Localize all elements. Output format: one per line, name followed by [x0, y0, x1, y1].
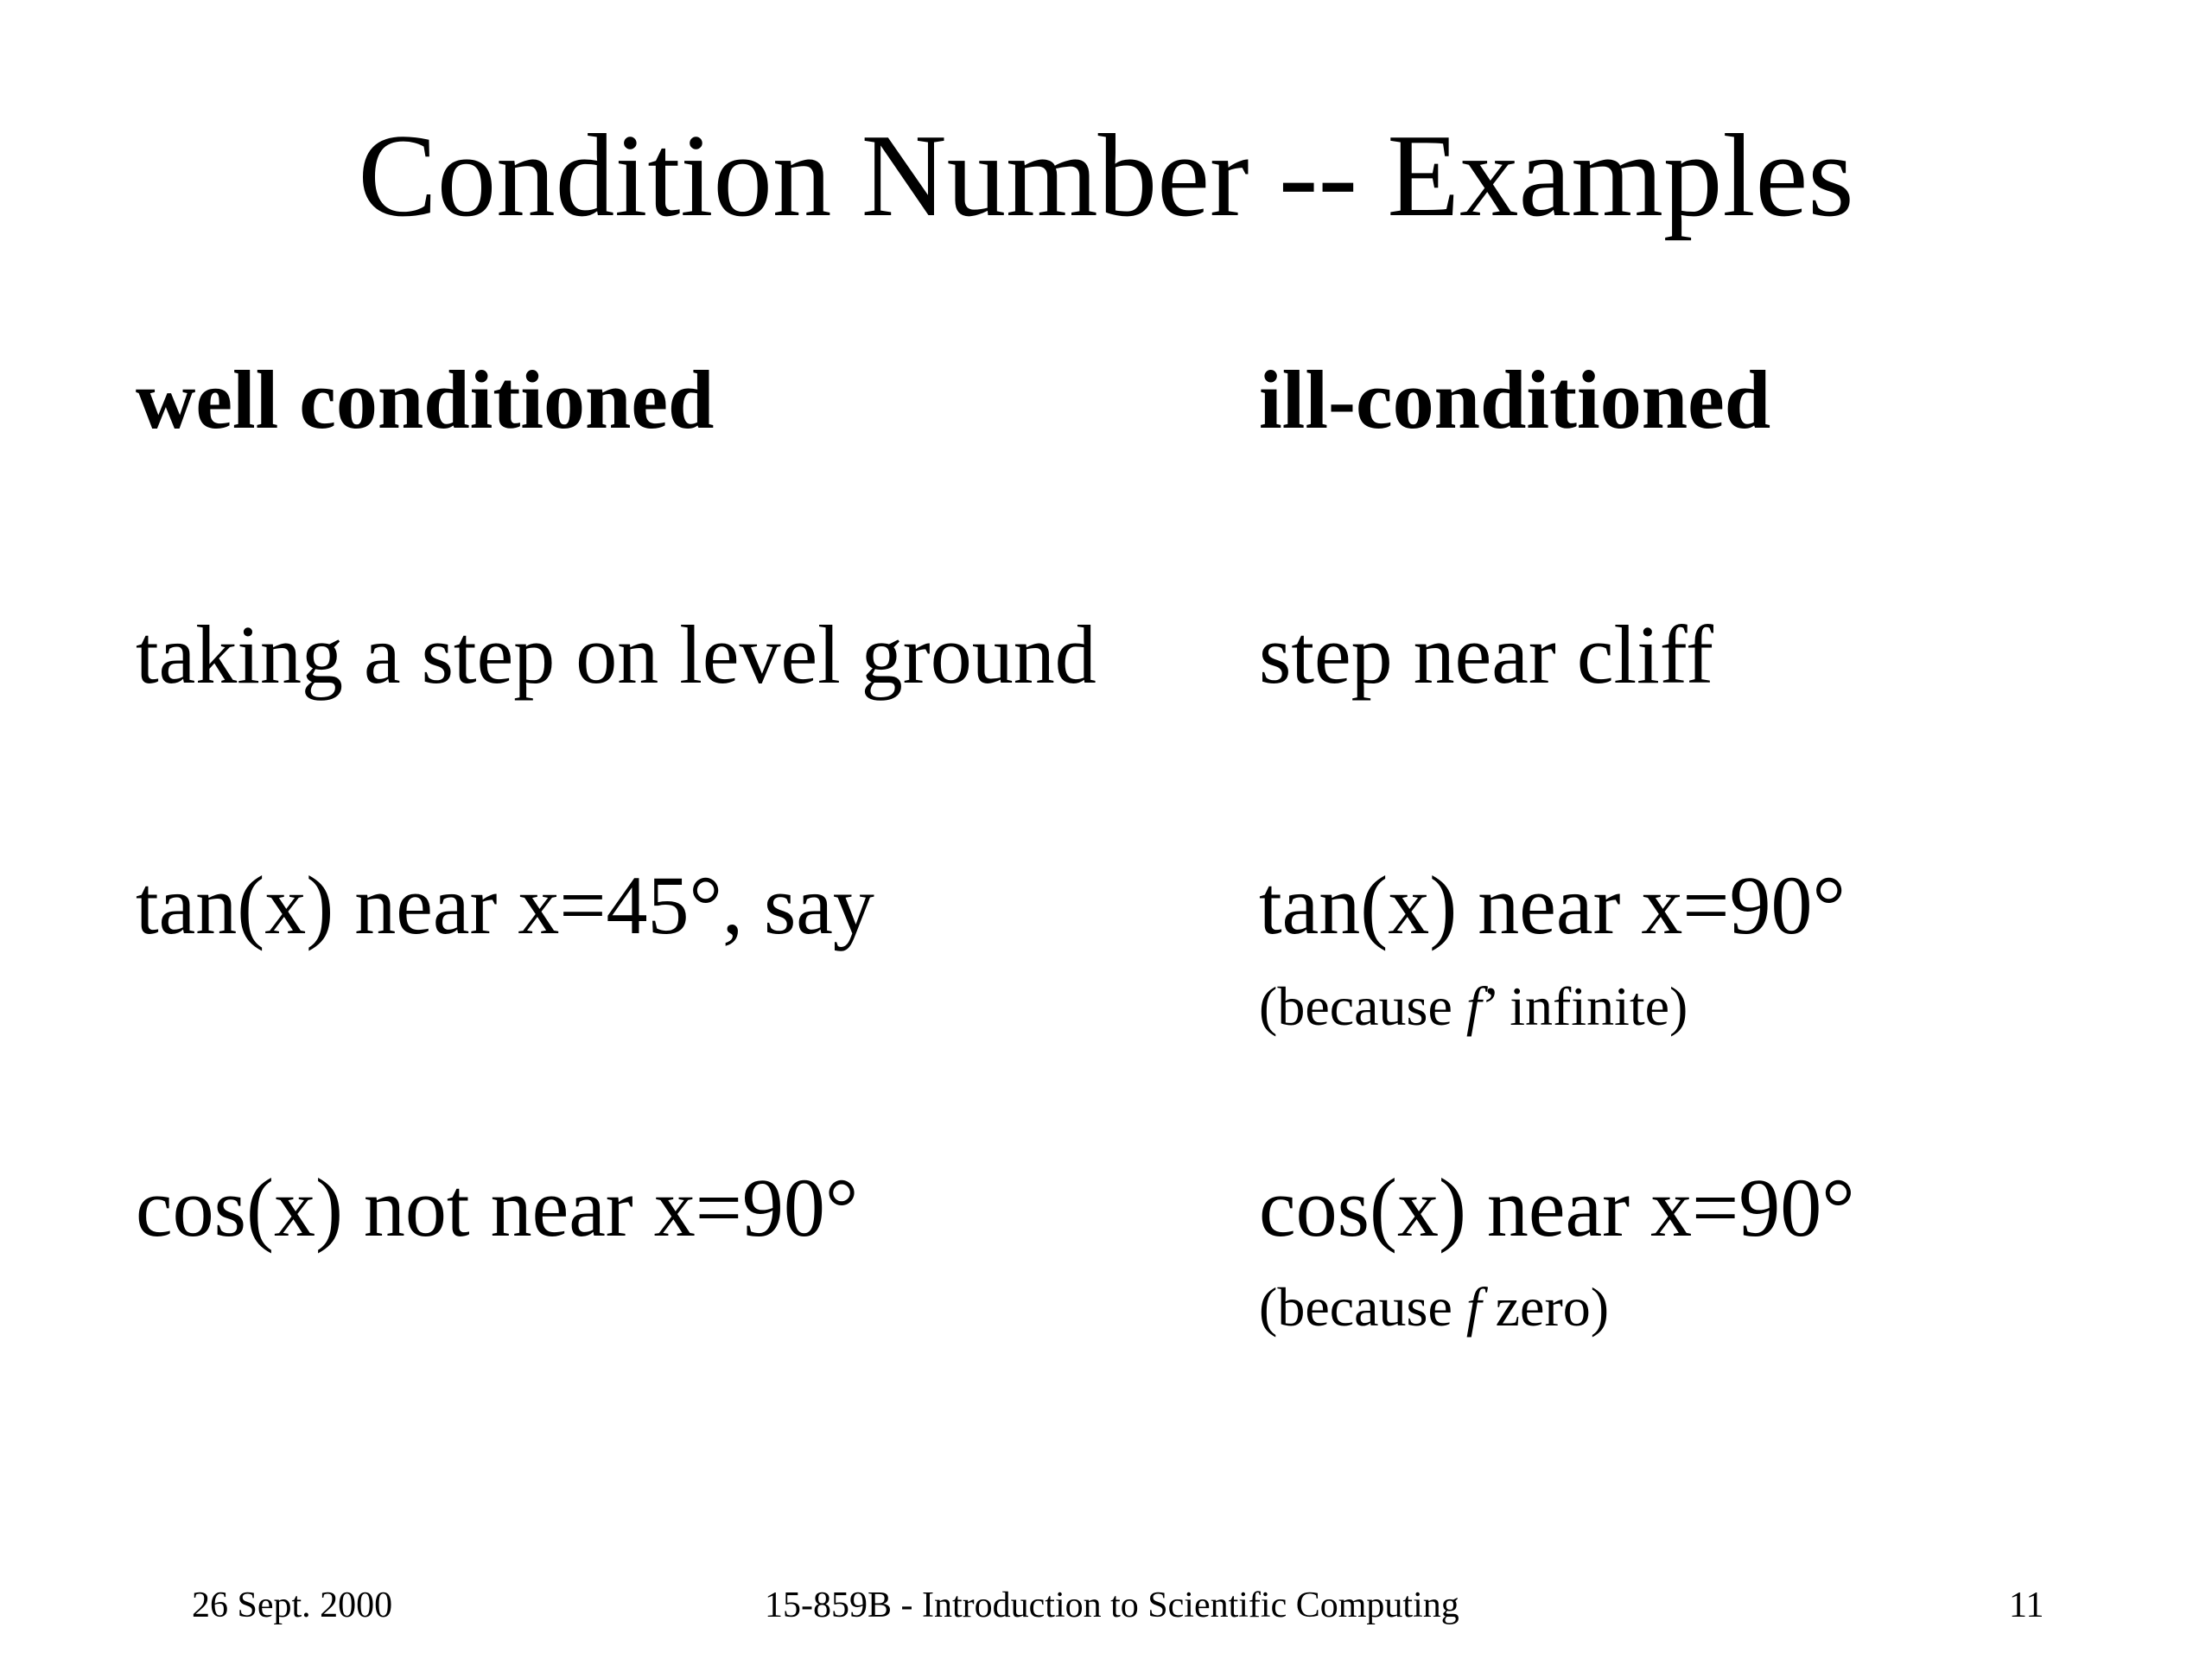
- note-function-symbol: f: [1465, 976, 1482, 1037]
- note-function-symbol: f: [1465, 1276, 1482, 1338]
- note-text-after: ’ infinite): [1481, 976, 1688, 1037]
- row-2-left: tan(x) near x=45°, say: [136, 859, 874, 951]
- note-text-before: (because: [1259, 976, 1466, 1037]
- footer-course: 15-859B - Introduction to Scientific Computing: [765, 1586, 1459, 1625]
- footer-date: 26 Sept. 2000: [192, 1586, 393, 1625]
- column-heading-ill-conditioned: ill-conditioned: [1259, 353, 1771, 446]
- note-text-before: (because: [1259, 1276, 1466, 1338]
- row-2-right: tan(x) near x=90°: [1259, 859, 1846, 951]
- note-text-after: zero): [1481, 1276, 1610, 1338]
- column-heading-well-conditioned: well conditioned: [136, 353, 715, 446]
- row-3-right: cos(x) near x=90°: [1259, 1161, 1855, 1254]
- row-2-right-note: [1259, 976, 1688, 1037]
- row-1-left: taking a step on level ground: [136, 608, 1096, 701]
- row-3-right-note: [1259, 1277, 1609, 1338]
- row-1-right: step near cliff: [1259, 608, 1713, 701]
- row-3-left: cos(x) not near x=90°: [136, 1161, 859, 1254]
- footer-page-number: 11: [2009, 1586, 2044, 1625]
- slide-title: Condition Number -- Examples: [358, 110, 1854, 241]
